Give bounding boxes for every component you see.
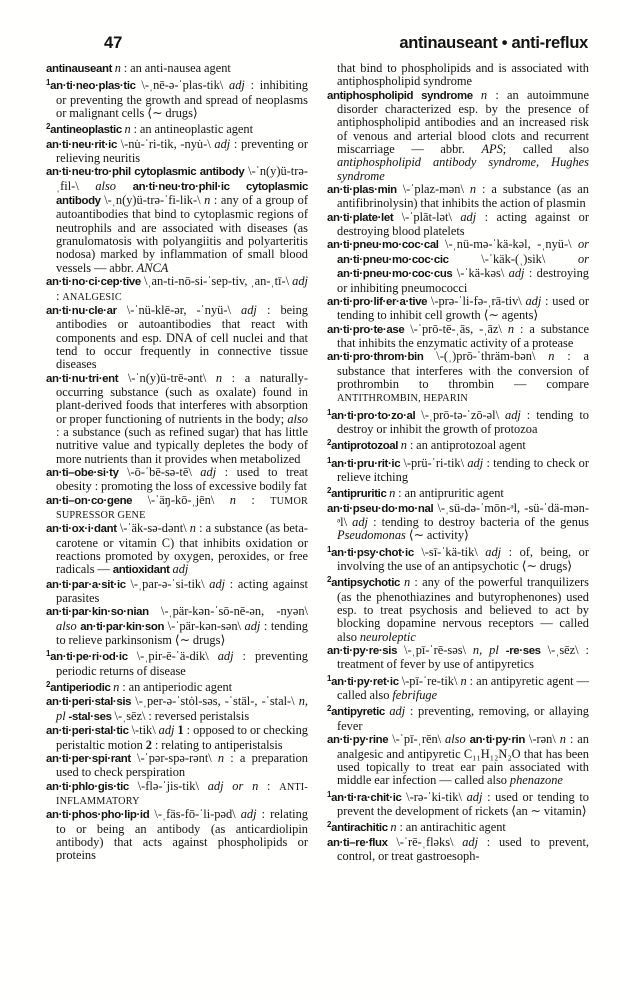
text-run: : a preparation used to check perspiration	[56, 750, 308, 780]
text-run: \ˌan-ti-nō-si-ˈsep-tiv, ˌan-ˌtī-\	[140, 274, 293, 289]
text-run: : an anti-nausea agent	[120, 62, 231, 75]
sense-number: 1	[177, 723, 184, 738]
dictionary-entry	[327, 543, 589, 574]
dictionary-entry	[46, 605, 308, 647]
italic-label: adj	[485, 544, 502, 559]
headword: an·ti·pro·te·ase	[327, 323, 405, 336]
text-run: \-ˈäŋ-kō-ˌjēn\	[132, 492, 230, 507]
headword: an·ti·py·rine	[327, 734, 389, 747]
headword: an·ti·py·ret·ic	[331, 675, 399, 688]
text-run: : tending to destroy bacteria of the genus	[368, 515, 589, 529]
text-run: : used or tending to prevent the development of rickets ⟨an ∼ vitamin⟩	[337, 789, 589, 818]
headword: antipyretic	[331, 706, 390, 719]
headword: antiphospholipid syndrome	[327, 89, 481, 102]
text-run: : an autoimmune disorder characterized esp. by the presence of antiphospholipid antibodies and an increased risk of venous and arterial blood clots and recurrent miscarriage — abbr.	[337, 87, 589, 157]
text-run: : an antipruritic agent	[395, 486, 504, 501]
italic-label: adj	[389, 704, 406, 719]
text-run: : an antiperiodic agent	[119, 680, 233, 695]
text-run: : a substance that inhibits the enzymatic activity of a protease	[337, 321, 589, 350]
headword: -re·ses	[505, 645, 541, 658]
italic-label: adj	[217, 649, 234, 664]
headword: an·ti·neu·tro·phil cytoplasmic antibody	[46, 166, 245, 179]
homograph-number: 2	[327, 486, 332, 496]
text-run: : an antiprotozoal agent	[406, 438, 526, 453]
headword: an·ti·psy·chot·ic	[331, 546, 414, 559]
homograph-number: 2	[327, 704, 332, 714]
italic-label: adj	[200, 464, 217, 479]
text-run: \-pī-ˈre-tik\	[398, 673, 461, 688]
text-run: \-ˈnü-klē-ər, -ˈnyü-\	[116, 302, 242, 317]
dictionary-entry	[327, 502, 589, 543]
text-run: \-ˌsü-də-ˈmōn-ᵊl, -sü-ˈdä-mən-ᵊl\	[337, 500, 589, 529]
headword: an·ti·py·rin	[469, 734, 525, 747]
text-run: : an analgesic and antipyretic C₁₁H₁₂N₂O that has been used topically to treat ear pain associated with middle ear infection — called also	[337, 732, 589, 788]
text-run: ⟨∼ activity⟩	[405, 528, 469, 543]
text-run: : being antibodies or autoantibodies that react with components and esp. DNA of cell nuclei and that tend to occur frequently in connective tissue diseases	[56, 302, 308, 372]
dictionary-entry	[46, 780, 308, 809]
small-caps-xref: ANTI-INFLAMMATORY	[56, 781, 308, 807]
small-caps-xref: TUMOR SUPRESSOR GENE	[56, 495, 308, 521]
text-run: \-ˈpär-kən-sən\	[164, 618, 245, 633]
text-run: : acting against parasites	[56, 576, 308, 606]
headword: antioxidant	[112, 564, 170, 577]
italic-label: n, pl	[56, 694, 308, 723]
headword: an·ti·pro·lif·er·a·tive	[327, 295, 428, 308]
italic-label: n	[389, 486, 396, 501]
italic-label: n, pl	[472, 643, 499, 658]
text-run: : any of a group of autoantibodies that bind to cytoplasmic regions of neutrophils and are associated with diseases (as granulomatosis with polyangiitis and polyarteritis nodosa) marked by inflammation of small blood vessels — abbr.	[56, 193, 308, 275]
headword: antiprotozoal	[331, 440, 401, 453]
homograph-number: 1	[46, 649, 51, 659]
italic-label: adj	[460, 209, 477, 224]
dictionary-entry	[327, 350, 589, 405]
italic-label: n	[114, 62, 121, 75]
dictionary-entry	[46, 678, 308, 695]
headword: an·ti·phos·pho·lip·id	[46, 809, 150, 822]
dictionary-entry	[327, 672, 589, 703]
headword: an·ti·neu·rit·ic	[46, 138, 117, 151]
headword: an·ti·neo·plas·tic	[50, 80, 136, 93]
headword: an·ti·par·kin·son	[80, 620, 165, 633]
headword: an·ti·pneu·mo·coc·cus	[337, 268, 453, 281]
dictionary-entry	[46, 372, 308, 466]
dictionary-entry	[46, 275, 308, 304]
italic-label: n	[460, 673, 467, 688]
text-run: : tending to check or relieve itching	[337, 455, 589, 484]
italic-label: n	[113, 680, 120, 695]
headword: an·ti·per·spi·rant	[46, 752, 131, 765]
headword: an·ti·ox·i·dant	[46, 523, 117, 536]
homograph-number: 1	[327, 673, 332, 683]
dictionary-entry	[327, 295, 589, 323]
italic-label: adj	[172, 562, 189, 577]
headword: an·ti–on·co·gene	[46, 494, 133, 507]
homograph-number: 1	[327, 407, 332, 417]
italic-label: APS	[481, 142, 503, 157]
text-run: \-ˈäk-sə-dənt\	[116, 521, 190, 536]
homograph-number: 2	[327, 820, 332, 830]
headword: antiperiodic	[50, 682, 114, 695]
text-run: : relating to or being an antibody (as anticardiolipin antibody) that acts against phospholipids or proteins	[56, 807, 308, 863]
dictionary-entry	[46, 304, 308, 372]
text-run: : used to prevent, control, or treat gastroesoph-	[337, 834, 589, 863]
headword: an·ti·no·ci·cep·tive	[46, 276, 141, 289]
headword: antipruritic	[331, 488, 390, 501]
dictionary-entry	[327, 644, 589, 672]
italic-label: adj	[244, 618, 261, 633]
dictionary-entry	[46, 76, 308, 120]
text-run: : a substance (such as refined sugar) that has little nutritive value and typically depletes the body of more nutrients than it provides when metabolized	[56, 424, 308, 466]
dictionary-entry	[46, 494, 308, 523]
page-number: 47	[104, 34, 123, 52]
homograph-number: 2	[327, 438, 332, 448]
headword: -stal·ses	[68, 710, 112, 723]
homograph-number: 1	[327, 544, 332, 554]
headword: an·ti·plas·min	[327, 184, 397, 197]
text-run: \-ˌprō-tə-ˈzō-əl\	[415, 407, 505, 422]
dictionary-entry	[327, 89, 589, 183]
text-run	[499, 643, 506, 657]
headword: an·ti·pro·to·zo·al	[331, 409, 416, 422]
headword: an·ti·phlo·gis·tic	[46, 780, 129, 793]
sense-number: 2	[145, 737, 152, 752]
italic-label: adj	[505, 407, 521, 422]
italic-label: adj	[241, 302, 257, 317]
dictionary-entry	[327, 484, 589, 501]
text-run: \-flə-ˈjis-tik\	[128, 778, 208, 793]
text-run: : opposed to or checking peristaltic motion	[56, 723, 308, 752]
text-run: \-ˈn(y)ü-trə-ˌfil-\	[56, 164, 308, 193]
italic-label: or	[577, 251, 589, 266]
dictionary-entry	[327, 436, 589, 453]
text-run: \-prə-ˈli-fə-ˌrā-tiv\	[427, 293, 526, 308]
headword: an·ti·pro·throm·bin	[327, 351, 424, 364]
italic-label: phenazone	[509, 773, 563, 788]
column-left	[46, 62, 308, 992]
italic-label: n	[548, 349, 555, 364]
text-run: \-rə-ˈki-tik\	[401, 789, 467, 804]
headword: an·ti·nu·cle·ar	[46, 304, 117, 317]
text-run: : relating to antiperistalsis	[151, 737, 283, 752]
text-run: : any of the powerful tranquilizers (as the phenothiazines and butyrophenones) used esp. to treat psychosis and believed to act by blocking dopamine nervous receptors — called also	[337, 575, 589, 644]
text-run: : preventing periodic returns of disease	[56, 649, 308, 678]
italic-label: also	[445, 732, 466, 747]
text-run: \-ˌsēz\ : reversed peristalsis	[111, 708, 250, 723]
italic-label: or	[577, 237, 589, 252]
italic-label: adj	[466, 789, 483, 804]
text-run	[116, 179, 133, 193]
text-run: : preventing or relieving neuritis	[56, 136, 308, 166]
headword: an·ti·peri·stal·sis	[46, 696, 132, 709]
italic-label: febrifuge	[392, 688, 438, 703]
small-caps-xref: ANALGESIC	[62, 291, 122, 303]
italic-label: adj	[229, 78, 245, 93]
text-columns	[46, 62, 590, 992]
text-run: :	[235, 492, 271, 507]
text-run: \-ˈkäk-(ˌ)sik\	[448, 251, 578, 266]
italic-label: adj	[462, 834, 479, 849]
headword: an·ti·nu·tri·ent	[46, 372, 119, 385]
italic-label: n	[390, 820, 397, 835]
text-run: : a substance (as an antifibrinolysin) that inhibits the action of plasmin	[337, 182, 589, 211]
dictionary-entry	[46, 808, 308, 862]
text-run: : an antineoplastic agent	[130, 122, 254, 137]
dictionary-entry	[327, 183, 589, 211]
italic-label: n	[189, 521, 196, 536]
text-run: \-ˈpī-ˌrēn\	[388, 732, 446, 747]
text-run: \-ˌsēz\ : treatment of fever by use of antipyretics	[337, 643, 589, 672]
dictionary-entry	[327, 733, 589, 787]
dictionary-entry	[327, 836, 589, 864]
text-run: : destroying or inhibiting pneumococci	[337, 266, 589, 295]
dictionary-entry	[327, 702, 589, 733]
headword: an·ti–re·flux	[327, 836, 388, 849]
headword: antineoplastic	[50, 124, 125, 137]
dictionary-entry	[46, 578, 308, 606]
italic-label: adj	[158, 723, 175, 738]
italic-label: n	[559, 732, 566, 747]
text-run: : acting against or destroying blood platelets	[337, 209, 589, 239]
dictionary-entry	[46, 138, 308, 166]
italic-label: n	[204, 193, 211, 208]
italic-label: adj or n	[207, 778, 259, 793]
dictionary-entry	[46, 724, 308, 752]
headword: an·ti·pseu·do·mo·nal	[327, 502, 434, 515]
text-run: ; called also	[502, 142, 589, 157]
italic-label: adj	[352, 515, 368, 529]
text-run: : preventing, removing, or allaying fever	[337, 704, 589, 733]
italic-label: also	[287, 411, 308, 426]
headword: an·ti·par·a·sit·ic	[46, 578, 126, 591]
text-run: \-ˈn(y)ü-trē-ənt\	[118, 370, 216, 385]
italic-label: neuroleptic	[359, 629, 416, 644]
headword: antinauseant	[46, 63, 115, 75]
dictionary-entry	[327, 238, 589, 294]
page-header	[46, 34, 590, 53]
text-run: : of, being, or involving the use of an antipsychotic ⟨∼ drugs⟩	[337, 544, 589, 574]
italic-label: adj	[525, 293, 542, 308]
homograph-number: 1	[46, 78, 51, 88]
text-run: \-prü-ˈri-tik\	[400, 455, 468, 470]
text-run: :	[56, 288, 63, 303]
text-run: : a substance that interferes with the conversion of prothrombin to thrombin — compare	[337, 349, 589, 391]
text-run: \-(ˌ)prō-ˈthräm-bən\	[423, 349, 549, 364]
text-run: \-ˌnü-mə-ˈkä-kəl, -ˌnyü-\	[438, 237, 578, 252]
text-run: \-ˌn(y)ü-trə-ˈfi-lik-\	[100, 193, 205, 208]
italic-label: n	[469, 182, 477, 197]
headword: an·ti·pru·rit·ic	[331, 457, 401, 470]
text-run: :	[258, 778, 280, 793]
text-run: \-ˈplāt-lət\	[393, 209, 461, 224]
italic-label: n	[215, 370, 223, 385]
dictionary-entry	[46, 647, 308, 678]
text-run: : inhibiting or preventing the growth and spread of neoplasms or malignant cells ⟨∼ drugs⟩	[56, 78, 308, 121]
homograph-number: 1	[327, 789, 332, 799]
headword: an·ti·plate·let	[327, 211, 394, 224]
italic-label: n	[480, 87, 488, 102]
text-run: : used or tending to inhibit cell growth ⟨∼ agents⟩	[337, 293, 589, 323]
headword: an·ti·ra·chit·ic	[331, 791, 402, 804]
dictionary-entry	[46, 62, 308, 76]
column-right	[327, 62, 589, 992]
dictionary-entry	[46, 466, 308, 494]
text-run: \-ˈprō-tē-ˌās, -ˌāz\	[404, 321, 508, 336]
text-run: \-sī-ˈkä-tik\	[413, 544, 486, 559]
text-run: : a naturally-occurring substance (such as oxalate) found in plant-derived foods that interferes with absorption or proper functioning of nutrients in the body;	[56, 370, 308, 426]
dictionary-entry	[46, 120, 308, 137]
text-run: that bind to phospholipids and is associated with antiphospholipid syndrome	[337, 62, 589, 89]
headword: an·ti·pneu·mo·coc·cic	[337, 253, 449, 266]
text-run: \-tik\	[128, 723, 159, 738]
headword: an·ti–obe·si·ty	[46, 466, 119, 479]
italic-label: n	[400, 438, 407, 453]
entry-continuation	[327, 62, 589, 89]
italic-label: antiphospholipid antibody syndrome, Hughes syndrome	[337, 155, 589, 183]
text-run: \-ˌper-ə-ˈstȯl-səs, -ˈstäl-, -ˈstal-\	[131, 694, 299, 709]
text-run: \-ˈrē-ˌfləks\	[387, 834, 463, 849]
headword: an·ti·neu·tro·phil·ic cytoplasmic antibody	[56, 180, 308, 208]
italic-label: n	[229, 492, 236, 507]
text-run: : a substance (as beta-carotene or vitamin C) that inhibits oxidation or reactions promoted by oxygen, peroxides, or free radicals —	[56, 521, 308, 577]
italic-label: also	[56, 618, 77, 633]
text-run: \-ˌpī-ˈrē-səs\	[397, 643, 473, 658]
text-run: : an antirachitic agent	[396, 820, 506, 835]
italic-label: n	[403, 575, 411, 590]
headword: an·ti·pneu·mo·coc·cal	[327, 239, 439, 252]
text-run: : used to treat obesity : promoting the loss of excessive bodily fat	[56, 464, 308, 494]
homograph-number: 2	[46, 680, 51, 690]
text-run: \-nu̇-ˈri-tik, -nyu̇-\	[116, 136, 215, 151]
italic-label: adj	[240, 807, 257, 822]
italic-label: adj	[467, 455, 484, 470]
text-run: : an antipyretic agent — called also	[337, 673, 589, 703]
dictionary-entry	[327, 323, 589, 351]
dictionary-entry	[46, 522, 308, 577]
text-run: \-ˌnē-ə-ˈplas-tik\	[135, 78, 230, 93]
headword: antipsychotic	[331, 577, 404, 590]
italic-label: adj	[209, 576, 226, 591]
dictionary-entry	[327, 406, 589, 437]
text-run: \-ˌpir-ē-ˈä-dik\	[127, 649, 218, 664]
guide-words: antinauseant • anti-reflux	[399, 34, 588, 52]
italic-label: adj	[292, 274, 308, 289]
italic-label: Pseudomonas	[337, 528, 406, 543]
text-run: \-ˈkä-kəs\	[452, 266, 509, 281]
dictionary-entry	[327, 211, 589, 239]
homograph-number: 1	[327, 455, 332, 465]
dictionary-entry	[327, 788, 589, 819]
headword: an·ti·pe·ri·od·ic	[50, 651, 128, 664]
text-run: \-ˌpar-ə-ˈsi-tik\	[125, 576, 210, 591]
headword: antirachitic	[331, 822, 391, 835]
text-run: \-ˈpər-spə-rənt\	[130, 750, 218, 765]
headword: an·ti·par·kin·so·nian	[46, 606, 149, 619]
text-run: \-ˌfäs-fō-ˈli-pəd\	[149, 807, 241, 822]
small-caps-xref: ANTITHROMBIN, HEPARIN	[337, 393, 468, 405]
italic-label: ANCA	[136, 260, 169, 275]
italic-label: adj	[508, 266, 525, 281]
text-run: \-ō-ˈbē-sə-tē\	[118, 464, 201, 479]
dictionary-entry	[46, 165, 308, 275]
text-run: \-ˌpär-kən-ˈsō-nē-ən, -nyən\	[148, 604, 308, 619]
text-run: : tending to relieve parkinsonism ⟨∼ drugs⟩	[56, 618, 308, 648]
italic-label: n	[124, 122, 131, 137]
italic-label: n	[507, 321, 515, 336]
text-run: : tending to destroy or inhibit the growth of protozoa	[337, 407, 589, 436]
dictionary-entry	[46, 695, 308, 724]
homograph-number: 2	[46, 122, 51, 132]
homograph-number: 2	[327, 575, 332, 585]
headword: an·ti·peri·stal·tic	[46, 725, 129, 738]
italic-label: adj	[214, 136, 231, 151]
headword: an·ti·py·re·sis	[327, 645, 398, 658]
dictionary-entry	[46, 752, 308, 780]
text-run: \-rən\	[524, 732, 560, 747]
text-run: \-ˈplaz-mən\	[396, 182, 470, 197]
dictionary-entry	[327, 454, 589, 485]
italic-label: also	[95, 178, 116, 193]
dictionary-entry	[327, 573, 589, 644]
dictionary-entry	[327, 818, 589, 835]
italic-label: n	[217, 750, 225, 765]
